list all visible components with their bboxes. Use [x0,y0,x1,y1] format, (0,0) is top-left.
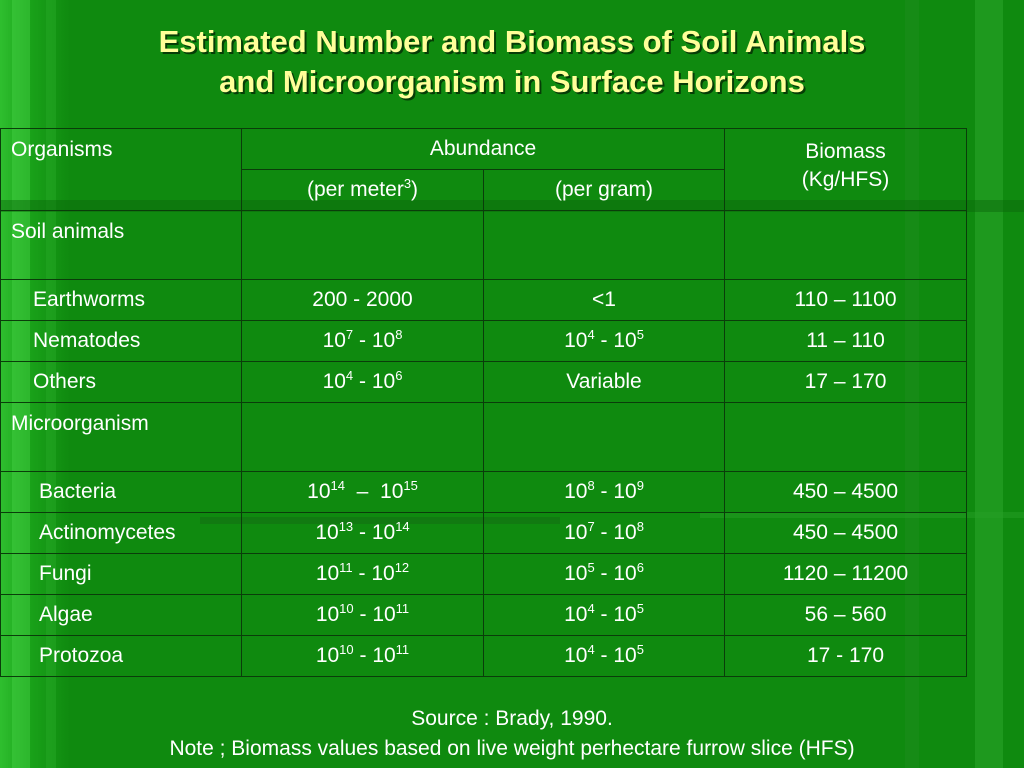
abundance-per-gram: $10^5 - 10^6$ [484,554,725,595]
source-citation: Source : Brady, 1990. [411,707,613,730]
table-row [1,321,967,362]
header-abundance: Abundance [242,129,725,170]
soil-organisms-table [0,128,967,677]
header-biomass-label: Biomass [805,140,886,163]
abundance-per-gram: $10^4 - 10^5$ [484,636,725,677]
group-row-microorganism [1,403,967,472]
header-biomass-unit: (Kg/HFS) [801,168,890,191]
biomass-value: 11 – 110 [725,321,967,362]
header-row [1,129,967,170]
organism-name: Fungi [1,554,242,595]
biomass-value: 450 – 4500 [725,472,967,513]
abundance-per-meter: $10^{10} - 10^{11}$ [242,636,484,677]
biomass-value: 110 – 1100 [725,280,967,321]
organism-name: Bacteria [1,472,242,513]
organism-name: Earthworms [1,280,242,321]
abundance-per-gram: $10^7 - 10^8$ [484,513,725,554]
organism-name: Protozoa [1,636,242,677]
abundance-per-meter: $10^{11} - 10^{12}$ [242,554,484,595]
abundance-per-meter: $10^7 - 10^8$ [242,321,484,362]
empty-cell [484,403,725,472]
abundance-per-meter: $10^{10} - 10^{11}$ [242,595,484,636]
organism-name: Algae [1,595,242,636]
biomass-value: 17 - 170 [725,636,967,677]
abundance-per-gram: $10^8 - 10^9$ [484,472,725,513]
title-line-1: Estimated Number and Biomass of Soil Animals [158,24,866,59]
abundance-per-meter: $10^{13} - 10^{14}$ [242,513,484,554]
table-row [1,595,967,636]
empty-cell [484,211,725,280]
header-organisms: Organisms [1,129,242,211]
table-row [1,472,967,513]
organism-name: Nematodes [1,321,242,362]
background-stripe [975,0,1003,768]
abundance-per-meter: $10^4 - 10^6$ [242,362,484,403]
empty-cell [725,403,967,472]
header-per-gram: (per gram) [484,170,725,211]
table-row [1,362,967,403]
group-label-soil-animals: Soil animals [1,211,242,280]
organism-name: Others [1,362,242,403]
biomass-value: 56 – 560 [725,595,967,636]
organism-name: Actinomycetes [1,513,242,554]
table-row [1,280,967,321]
header-per-meter: (per meter$^3$) [242,170,484,211]
table-row [1,513,967,554]
empty-cell [242,211,484,280]
title-line-2: and Microorganism in Surface Horizons [219,64,805,99]
abundance-per-gram: $10^4 - 10^5$ [484,321,725,362]
empty-cell [725,211,967,280]
abundance-per-gram: <1 [484,280,725,321]
biomass-value: 1120 – 11200 [725,554,967,595]
slide-footer [0,704,1024,764]
biomass-note: Note ; Biomass values based on live weight perhectare furrow slice (HFS) [169,737,855,760]
biomass-value: 17 – 170 [725,362,967,403]
table-row [1,636,967,677]
abundance-per-gram: $10^4 - 10^5$ [484,595,725,636]
empty-cell [242,403,484,472]
group-row-soil-animals [1,211,967,280]
abundance-per-meter: 200 - 2000 [242,280,484,321]
abundance-per-gram: Variable [484,362,725,403]
table-row [1,554,967,595]
abundance-per-meter: $10^{14} - 10^{15}$ [242,472,484,513]
biomass-value: 450 – 4500 [725,513,967,554]
group-label-microorganism: Microorganism [1,403,242,472]
header-biomass [725,129,967,211]
slide-title [40,22,984,102]
